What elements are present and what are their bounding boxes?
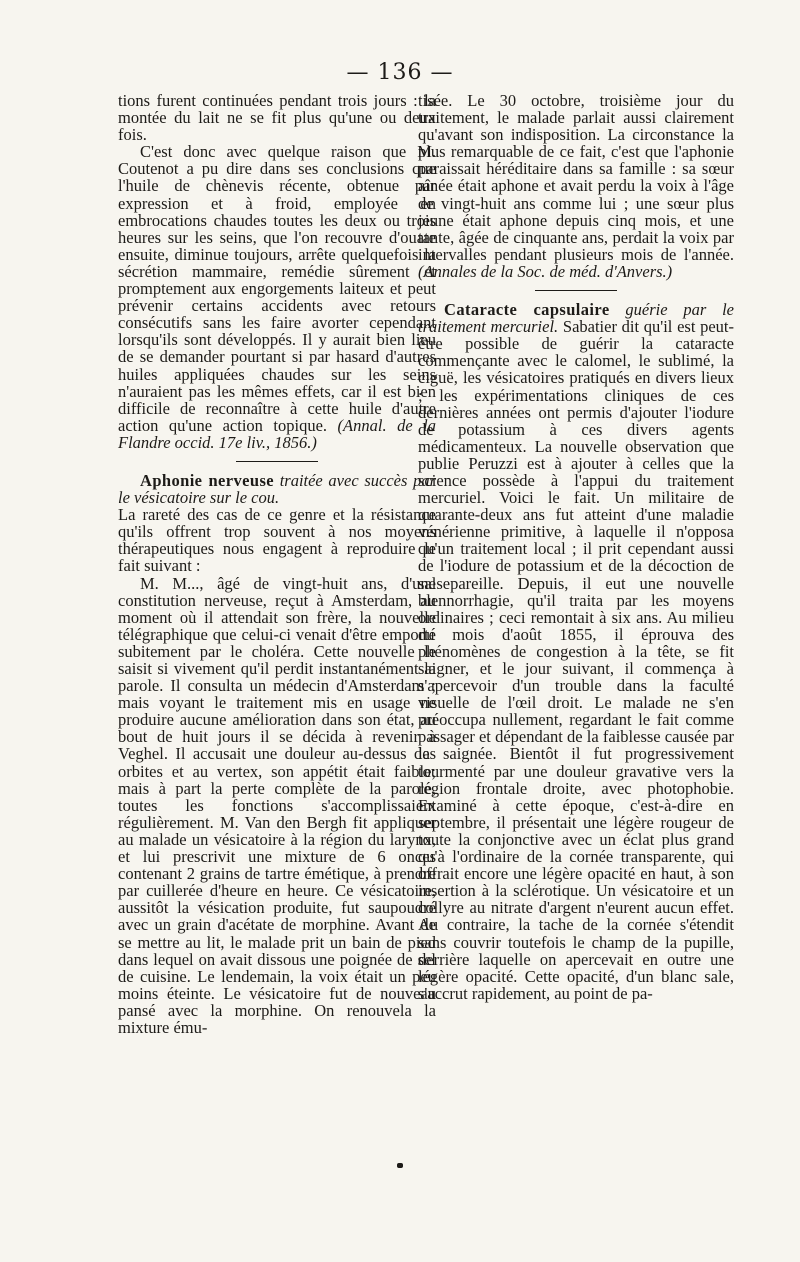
paragraph <box>418 92 734 280</box>
right-column <box>418 92 734 1002</box>
paragraph: tions furent continuées pendant trois jours : la montée du lait ne se fit plus qu'une ou deux fois. <box>118 91 436 145</box>
section-title: Aphonie nerveuse <box>140 470 274 490</box>
section-title: Cataracte capsulaire <box>444 300 610 320</box>
paragraph-text: Sabatier dit qu'il est peut-être possible de guérir la cataracte commençante avec le calomel, le sublimé, la ciguë, les vésicatoires pratiqués en divers lieux ; les expérimentations cliniques de ces dernières années ont permis d'ajouter l'iodure de potassium à ces divers agents médicamenteux. La nouvelle observation que publie Peruzzi est à ajouter à celles que la science possède à l'appui du traitement mercuriel. Voici le fait. Un militaire de quarante-deux ans fut atteint d'une maladie vénérienne primitive, à laquelle il n'opposa qu'un traitement local ; il prit cependant aussi de l'iodure de potassium et de la décoction de salsepareille. Depuis, il eut une nouvelle blennorrhagie, qu'il traita par les moyens ordinaires ; ceci remontait à six ans. Au milieu du mois d'août 1855, il éprouva des phénomènes de congestion à la tête, se fit saigner, et le jour suivant, il commença à s'apercevoir d'un trouble dans la faculté visuelle de l'œil droit. Le malade ne s'en préoccupa nullement, regardant le fait comme passager et dépendant de la faiblesse causée par la saignée. Bientôt il fut progressivement tourmenté par une douleur gravative vers la région frontale droite, avec photophobie. Examiné à cette époque, c'est-à-dire en septembre, il présentait une légère rougeur de toute la conjonctive avec un éclat plus grand qu'à l'ordinaire de la cornée transparente, qui offrait encore une légère opacité en haut, à son insertion à la sclérotique. Un vésicatoire et un collyre au nitrate d'argent n'eurent aucun effet. Au contraire, la tache de la cornée s'étendit sans couvrir toutefois le champ de la pupille, derrière laquelle on apercevait en outre une légère opacité. Cette opacité, d'un blanc sale, s'accrut rapidement, au point de pa- <box>418 317 735 1003</box>
source-citation: (Annal. de la Flandre occid. 17e liv., 1856.) <box>118 415 436 452</box>
paragraph <box>118 143 436 451</box>
section-heading <box>118 472 436 506</box>
section-divider <box>236 461 318 462</box>
section-subtitle: guérie par le traitement mercuriel. <box>418 300 735 337</box>
paragraph-text: tisée. Le 30 octobre, troisième jour du traitement, le malade parlait aussi clairement qu'avant son indisposition. La circonstance la plus remarquable de ce fait, c'est que l'aphonie paraissait héréditaire dans sa famille : sa sœur aînée était aphone et avait perdu la voix à l'âge de vingt-huit ans comme lui ; une sœur plus jeune était aphone depuis cinq mois, et une tante, âgée de cinquante ans, perdait la voix par intervalles pendant plusieurs mois de l'année. <box>418 91 734 264</box>
section-subtitle: traitée avec succès par le vésicatoire sur le cou. <box>118 470 436 508</box>
left-column <box>118 92 436 1036</box>
paragraph-text: C'est donc avec quelque raison que M. Coutenot a pu dire dans ses conclusions que l'huile de chènevis récente, obtenue par expression et à froid, employée en embrocations chaudes toutes les deux ou trois heures sur les seins, que l'on recouvre d'ouate ensuite, diminue toujours, arrête quelquefois la sécrétion mammaire, remédie sûrement et promptement aux engorgements laiteux et peut prévenir certains accidents avec retours consécutifs sans les faire avorter cependant lorsqu'ils sont développés. Il y aurait bien lieu de se demander pourtant si par hasard d'autres huiles appliquées chaudes sur les seins n'auraient pas les mêmes effets, car il est bien difficile de reconnaître à cette huile d'autre action qu'une action topique. <box>118 142 436 435</box>
section-heading <box>418 301 734 1002</box>
section-divider <box>535 290 617 291</box>
printer-mark <box>397 1163 403 1168</box>
paragraph: La rareté des cas de ce genre et la résistance qu'ils offrent trop souvent à nos moyens thérapeutiques nous engagent à reproduire le fait suivant : <box>118 505 436 576</box>
paragraph: M. M..., âgé de vingt-huit ans, d'une constitution nerveuse, reçut à Amsterdam, au moment où il attendait son frère, la nouvelle télégraphique que celui-ci venait d'être emporté subitement par le choléra. Cette nouvelle le saisit si vivement qu'il perdit instantanément la parole. Il consulta un médecin d'Amsterdam ; mais voyant le traitement mis en usage ne produire aucune amélioration dans son état, au bout de huit jours il se décida à revenir à Veghel. Il accusait une douleur au-dessus des orbites et au vertex, son appétit était faible; mais à part la perte complète de la parole, toutes les fonctions s'accomplissaient régulièrement. M. Van den Bergh fit appliquer au malade un vésicatoire à la région du larynx, et lui prescrivit une mixture de 6 onces contenant 2 grains de tartre émétique, à prendre par cuillerée d'heure en heure. Ce vésicatoire, aussitôt la vésication produite, fut saupoudré avec un grain d'acétate de morphine. Avant de se mettre au lit, le malade prit un bain de pied dans lequel on avait dissous une poignée de sel de cuisine. Le lendemain, la voix était un peu moins éteinte. Le vésicatoire fut de nouveau pansé avec la morphine. On renouvela la mixture ému- <box>118 573 436 1037</box>
page-number: — 136 — <box>346 60 454 85</box>
source-citation: (Annales de la Soc. de méd. d'Anvers.) <box>418 261 673 281</box>
